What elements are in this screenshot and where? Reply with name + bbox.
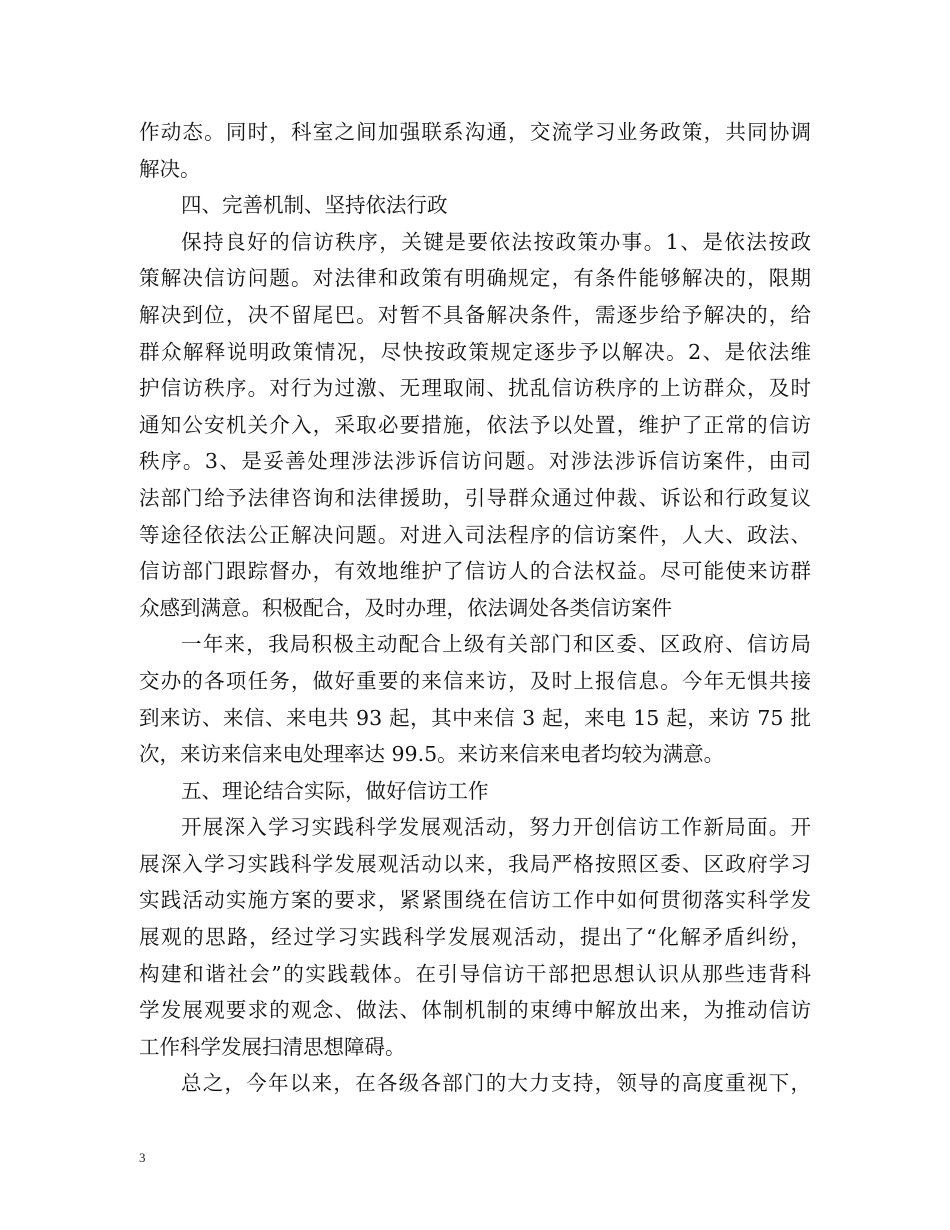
text-line: 通知公安机关介入，采取必要措施，依法予以处置，维护了正常的信访 (139, 412, 811, 437)
text-line: 解决。 (139, 156, 201, 181)
text-line: 实践活动实施方案的要求，紧紧围绕在信访工作中如何贯彻落实科学发 (139, 888, 811, 913)
text-line: 到来访、来信、来电共 93 起，其中来信 3 起，来电 15 起，来访 75 批 (139, 705, 811, 730)
text-line: 学发展观要求的观念、做法、体制机制的束缚中解放出来，为推动信访 (139, 998, 811, 1023)
text-line: 解决到位，决不留尾巴。对暂不具备解决条件，需逐步给予解决的，给 (139, 302, 811, 327)
text-line: 开展深入学习实践科学发展观活动，努力开创信访工作新局面。开 (181, 815, 811, 840)
page-number: 3 (139, 1150, 146, 1165)
text-line: 作动态。同时，科室之间加强联系沟通，交流学习业务政策，共同协调 (139, 120, 811, 144)
text-line: 法部门给予法律咨询和法律援助，引导群众通过仲裁、诉讼和行政复议 (139, 485, 811, 510)
text-line: 次，来访来信来电处理率达 99.5。来访来信来电者均较为满意。 (139, 742, 725, 767)
text-line: 群众解释说明政策情况，尽快按政策规定逐步予以解决。2、是依法维 (139, 339, 811, 364)
text-line: 等途径依法公正解决问题。对进入司法程序的信访案件，人大、政法、 (139, 522, 811, 547)
text-line: 总之，今年以来，在各级各部门的大力支持，领导的高度重视下， (181, 1071, 811, 1096)
text-line: 信访部门跟踪督办，有效地维护了信访人的合法权益。尽可能使来访群 (139, 559, 811, 584)
text-line: 策解决信访问题。对法律和政策有明确规定，有条件能够解决的，限期 (139, 266, 811, 291)
text-line: 众感到满意。积极配合，及时办理，依法调处各类信访案件 (139, 595, 672, 620)
text-line: 工作科学发展扫清思想障碍。 (139, 1034, 406, 1059)
text-line: 一年来，我局积极主动配合上级有关部门和区委、区政府、信访局 (181, 632, 811, 657)
text-line: 五、理论结合实际，做好信访工作 (181, 778, 489, 803)
text-line: 秩序。3、是妥善处理涉法涉诉信访问题。对涉法涉诉信访案件，由司 (139, 449, 811, 474)
text-line: 展观的思路，经过学习实践科学发展观活动，提出了“化解矛盾纠纷， (139, 925, 811, 950)
text-line: 构建和谐社会”的实践载体。在引导信访干部把思想认识从那些违背科 (139, 961, 811, 986)
text-line: 交办的各项任务，做好重要的来信来访，及时上报信息。今年无惧共接 (139, 668, 811, 693)
text-line: 保持良好的信访秩序，关键是要依法按政策办事。1、是依法按政 (181, 229, 811, 254)
text-line: 护信访秩序。对行为过激、无理取闹、扰乱信访秩序的上访群众，及时 (139, 376, 811, 401)
document-body (139, 114, 811, 1102)
text-line: 展深入学习实践科学发展观活动以来，我局严格按照区委、区政府学习 (139, 851, 811, 876)
text-line: 四、完善机制、坚持依法行政 (181, 193, 448, 218)
